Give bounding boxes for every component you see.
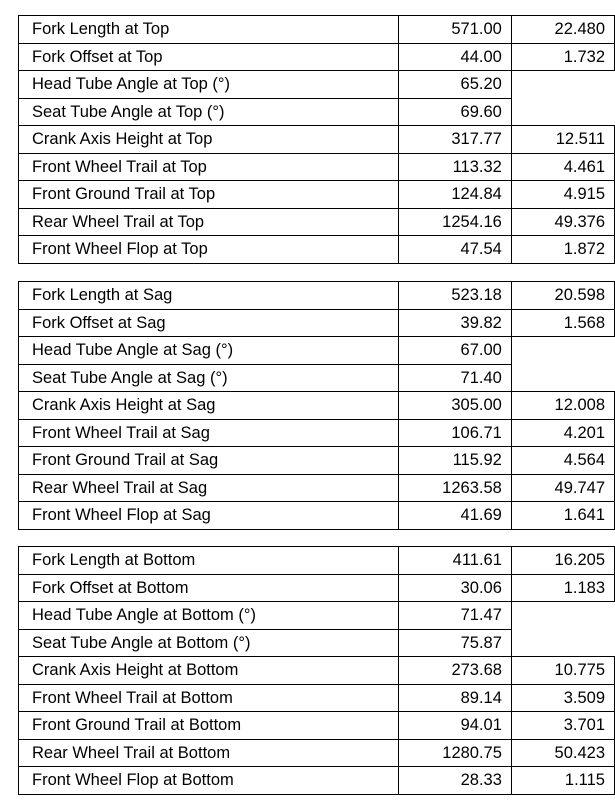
value-primary: 571.00	[398, 16, 511, 44]
row-label: Crank Axis Height at Sag	[19, 392, 399, 420]
value-primary: 106.71	[398, 419, 511, 447]
value-secondary: 12.008	[511, 392, 614, 420]
table-row	[19, 309, 615, 337]
table-row	[19, 684, 615, 712]
row-label: Crank Axis Height at Top	[19, 126, 399, 154]
row-label: Rear Wheel Trail at Sag	[19, 474, 399, 502]
value-primary: 94.01	[398, 712, 511, 740]
row-label: Seat Tube Angle at Top (°)	[19, 98, 399, 126]
value-secondary: 22.480	[511, 16, 614, 44]
row-label: Fork Offset at Bottom	[19, 574, 399, 602]
row-label: Fork Length at Sag	[19, 282, 399, 310]
table-row	[19, 602, 615, 630]
value-primary: 1254.16	[398, 208, 511, 236]
value-primary: 89.14	[398, 684, 511, 712]
table-row	[19, 712, 615, 740]
table-row	[19, 419, 615, 447]
row-label: Front Wheel Trail at Top	[19, 153, 399, 181]
table-row	[19, 236, 615, 264]
value-secondary: 4.201	[511, 419, 614, 447]
value-primary: 71.47	[398, 602, 511, 630]
value-secondary: 16.205	[511, 547, 614, 575]
value-secondary	[511, 629, 614, 657]
row-label: Fork Offset at Sag	[19, 309, 399, 337]
row-label: Head Tube Angle at Bottom (°)	[19, 602, 399, 630]
value-primary: 47.54	[398, 236, 511, 264]
value-secondary	[511, 98, 614, 126]
row-label: Front Wheel Flop at Sag	[19, 502, 399, 530]
row-label: Front Ground Trail at Top	[19, 181, 399, 209]
value-primary: 75.87	[398, 629, 511, 657]
value-primary: 39.82	[398, 309, 511, 337]
value-secondary: 4.915	[511, 181, 614, 209]
row-label: Seat Tube Angle at Bottom (°)	[19, 629, 399, 657]
value-primary: 69.60	[398, 98, 511, 126]
table-row	[19, 282, 615, 310]
table-row	[19, 447, 615, 475]
geometry-table-sag	[18, 281, 615, 530]
row-label: Front Wheel Trail at Sag	[19, 419, 399, 447]
value-secondary: 50.423	[511, 739, 614, 767]
value-secondary: 49.376	[511, 208, 614, 236]
value-secondary: 12.511	[511, 126, 614, 154]
row-label: Crank Axis Height at Bottom	[19, 657, 399, 685]
value-primary: 115.92	[398, 447, 511, 475]
table-row	[19, 98, 615, 126]
row-label: Rear Wheel Trail at Top	[19, 208, 399, 236]
table-row	[19, 208, 615, 236]
value-primary: 44.00	[398, 43, 511, 71]
value-secondary: 1.641	[511, 502, 614, 530]
value-primary: 411.61	[398, 547, 511, 575]
value-secondary	[511, 364, 614, 392]
value-secondary: 3.509	[511, 684, 614, 712]
value-secondary: 3.701	[511, 712, 614, 740]
table-row	[19, 657, 615, 685]
table-row	[19, 502, 615, 530]
geometry-table-top	[18, 15, 615, 264]
table-row	[19, 16, 615, 44]
table-row	[19, 739, 615, 767]
value-primary: 305.00	[398, 392, 511, 420]
table-row	[19, 574, 615, 602]
value-secondary: 1.568	[511, 309, 614, 337]
value-secondary	[511, 337, 614, 365]
value-primary: 41.69	[398, 502, 511, 530]
row-label: Front Wheel Trail at Bottom	[19, 684, 399, 712]
row-label: Fork Offset at Top	[19, 43, 399, 71]
table-row	[19, 126, 615, 154]
value-secondary	[511, 71, 614, 99]
value-primary: 30.06	[398, 574, 511, 602]
row-label: Front Wheel Flop at Top	[19, 236, 399, 264]
value-primary: 113.32	[398, 153, 511, 181]
value-primary: 273.68	[398, 657, 511, 685]
table-row	[19, 337, 615, 365]
table-row	[19, 43, 615, 71]
row-label: Rear Wheel Trail at Bottom	[19, 739, 399, 767]
table-row	[19, 629, 615, 657]
value-primary: 65.20	[398, 71, 511, 99]
row-label: Front Ground Trail at Bottom	[19, 712, 399, 740]
table-row	[19, 71, 615, 99]
value-primary: 124.84	[398, 181, 511, 209]
table-row	[19, 364, 615, 392]
table-row	[19, 181, 615, 209]
value-secondary: 1.115	[511, 767, 614, 795]
row-label: Head Tube Angle at Sag (°)	[19, 337, 399, 365]
value-secondary: 4.461	[511, 153, 614, 181]
value-secondary: 1.183	[511, 574, 614, 602]
table-row	[19, 767, 615, 795]
value-primary: 1263.58	[398, 474, 511, 502]
value-primary: 28.33	[398, 767, 511, 795]
value-secondary: 20.598	[511, 282, 614, 310]
value-primary: 317.77	[398, 126, 511, 154]
value-primary: 523.18	[398, 282, 511, 310]
value-primary: 71.40	[398, 364, 511, 392]
row-label: Fork Length at Top	[19, 16, 399, 44]
value-secondary: 49.747	[511, 474, 614, 502]
row-label: Fork Length at Bottom	[19, 547, 399, 575]
value-primary: 67.00	[398, 337, 511, 365]
value-secondary: 1.732	[511, 43, 614, 71]
row-label: Seat Tube Angle at Sag (°)	[19, 364, 399, 392]
geometry-table-bottom	[18, 546, 615, 795]
table-row	[19, 392, 615, 420]
value-secondary	[511, 602, 614, 630]
table-row	[19, 547, 615, 575]
value-secondary: 10.775	[511, 657, 614, 685]
row-label: Front Ground Trail at Sag	[19, 447, 399, 475]
table-row	[19, 153, 615, 181]
value-primary: 1280.75	[398, 739, 511, 767]
table-row	[19, 474, 615, 502]
row-label: Front Wheel Flop at Bottom	[19, 767, 399, 795]
value-secondary: 1.872	[511, 236, 614, 264]
value-secondary: 4.564	[511, 447, 614, 475]
row-label: Head Tube Angle at Top (°)	[19, 71, 399, 99]
